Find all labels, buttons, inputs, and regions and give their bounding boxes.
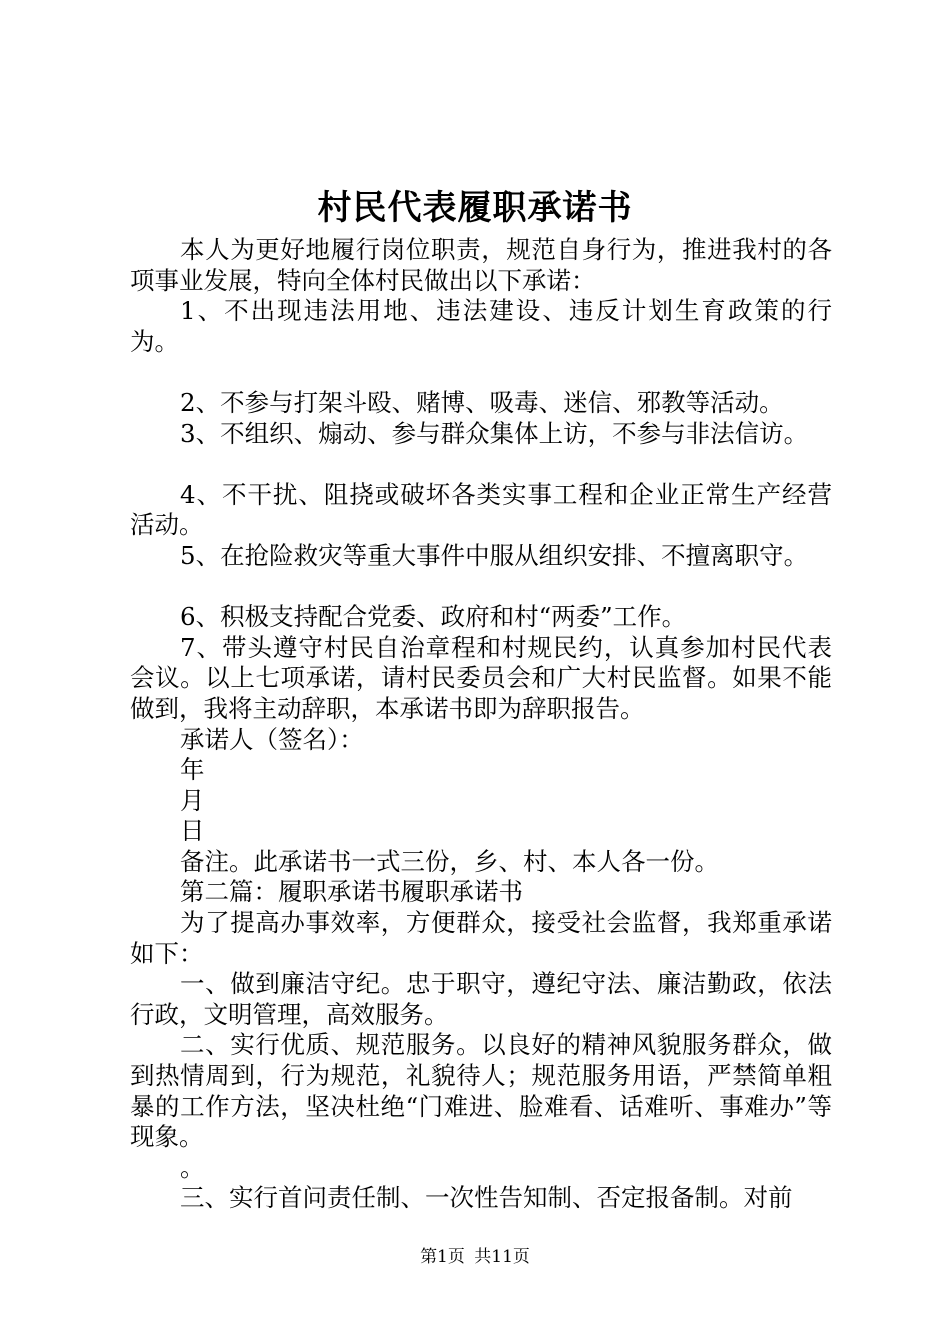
blank-line <box>130 357 832 388</box>
paragraph-note: 备注。此承诺书一式三份，乡、村、本人各一份。 <box>180 846 719 876</box>
page-total: 共11页 <box>474 1247 530 1267</box>
paragraph-item-4: 4、不干扰、阻挠或破坏各类实事工程和企业正常生产经营活动。 <box>130 479 832 540</box>
paragraph-intro-2: 为了提高办事效率，方便群众，接受社会监督，我郑重承诺如下： <box>130 908 832 968</box>
blank-line <box>130 572 832 603</box>
paragraph-item-2: 2、不参与打架斗殴、赌博、吸毒、迷信、邪教等活动。 <box>180 387 784 417</box>
signature-label: 承诺人（签名）： <box>180 724 364 754</box>
paragraph-item-6: 6、积极支持配合党委、政府和村“两委”工作。 <box>180 602 687 632</box>
date-day: 日 <box>180 816 205 846</box>
page-footer <box>0 1242 950 1267</box>
paragraph-intro: 本人为更好地履行岗位职责，规范自身行为，推进我村的各项事业发展，特向全体村民做出以下承诺： <box>130 235 832 295</box>
blank-line <box>130 449 832 480</box>
paragraph-point-2: 二、实行优质、规范服务。以良好的精神风貌服务群众，做到热情周到，行为规范，礼貌待人；规范服务用语，严禁简单粗暴的工作方法，坚决杜绝“门难进、脸难看、话难听、事难办”等现象。 <box>130 1030 832 1152</box>
date-year: 年 <box>180 755 205 785</box>
date-month: 月 <box>180 785 205 815</box>
document-body <box>130 235 832 1214</box>
paragraph-point-1: 一、做到廉洁守纪。忠于职守，遵纪守法、廉洁勤政，依法行政，文明管理，高效服务。 <box>130 969 832 1029</box>
paragraph-point-3: 三、实行首问责任制、一次性告知制、否定报备制。对前 <box>180 1183 793 1213</box>
document-title: 村民代表履职承诺书 <box>317 188 633 228</box>
paragraph-period: 。 <box>180 1152 205 1182</box>
page-number: 第1页 <box>420 1247 465 1267</box>
paragraph-item-3: 3、不组织、煽动、参与群众集体上访，不参与非法信访。 <box>180 418 809 448</box>
paragraph-item-5: 5、在抢险救灾等重大事件中服从组织安排、不擅离职守。 <box>180 540 809 570</box>
section-heading-2: 第二篇：履职承诺书履职承诺书 <box>180 877 523 907</box>
paragraph-item-1: 1、不出现违法用地、违法建设、违反计划生育政策的行为。 <box>130 296 832 356</box>
paragraph-item-7: 7、带头遵守村民自治章程和村规民约，认真参加村民代表会议。以上七项承诺，请村民委员会和广大村民监督。如果不能做到，我将主动辞职，本承诺书即为辞职报告。 <box>130 632 832 723</box>
